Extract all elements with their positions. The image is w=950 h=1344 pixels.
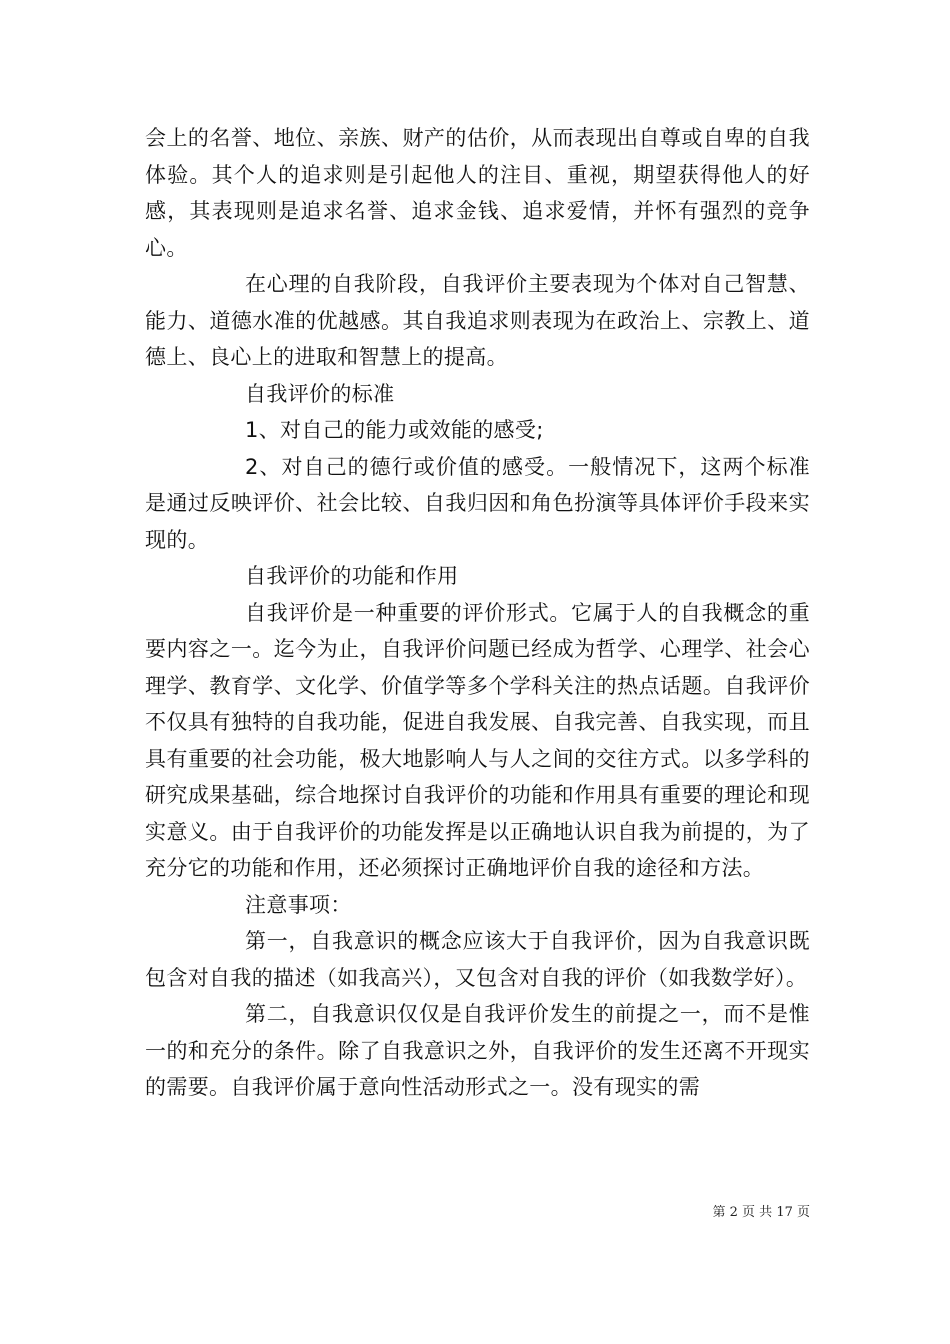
paragraph-note-1: 第一，自我意识的概念应该大于自我评价，因为自我意识既包含对自我的描述（如我高兴），又包含对自我的评价（如我数学好）。 [145,929,810,990]
paragraph-note-2: 第二，自我意识仅仅是自我评价发生的前提之一，而不是惟一的和充分的条件。除了自我意识之外，自我评价的发生还离不开现实的需要。自我评价属于意向性活动形式之一。没有现实的需 [145,1002,810,1099]
heading-functions: 自我评价的功能和作用 [245,564,459,588]
paragraph-functions: 自我评价是一种重要的评价形式。它属于人的自我概念的重要内容之一。迄今为止，自我评价问题已经成为哲学、心理学、社会心理学、教育学、文化学、价值学等多个学科关注的热点话题。自我评价不仅具有独特的自我功能，促进自我发展、自我完善、自我实现，而且具有重要的社会功能，极大地影响人与人之间的交往方式。以多学科的研究成果基础，综合地探讨自我评价的功能和作用具有重要的理论和现实意义。由于自我评价的功能发挥是以正确地认识自我为前提的，为了充分它的功能和作用，还必须探讨正确地评价自我的途径和方法。 [145,600,810,880]
heading-evaluation-standards: 自我评价的标准 [245,381,395,406]
page-number: 第 2 页 共 17 页 [712,1205,810,1220]
paragraph-continuation: 会上的名誉、地位、亲族、财产的估价，从而表现出自尊或自卑的自我体验。其个人的追求则是引起他人的注目、重视，期望获得他人的好感，其表现则是追求名誉、追求金钱、追求爱情，并怀有强烈的竞争心。 [145,126,810,260]
paragraph-psychological-self: 在心理的自我阶段，自我评价主要表现为个体对自己智慧、能力、道德水准的优越感。其自我追求则表现为在政治上、宗教上、道德上、良心上的进取和智慧上的提高。 [145,272,810,369]
heading-notes: 注意事项： [245,892,352,917]
list-item-standard-1: 1、对自己的能力或效能的感受; [245,418,544,442]
list-item-standard-2: 2、对自己的德行或价值的感受。一般情况下，这两个标准是通过反映评价、社会比较、自我归因和角色扮演等具体评价手段来实现的。 [145,454,810,552]
document-body [145,120,810,1106]
